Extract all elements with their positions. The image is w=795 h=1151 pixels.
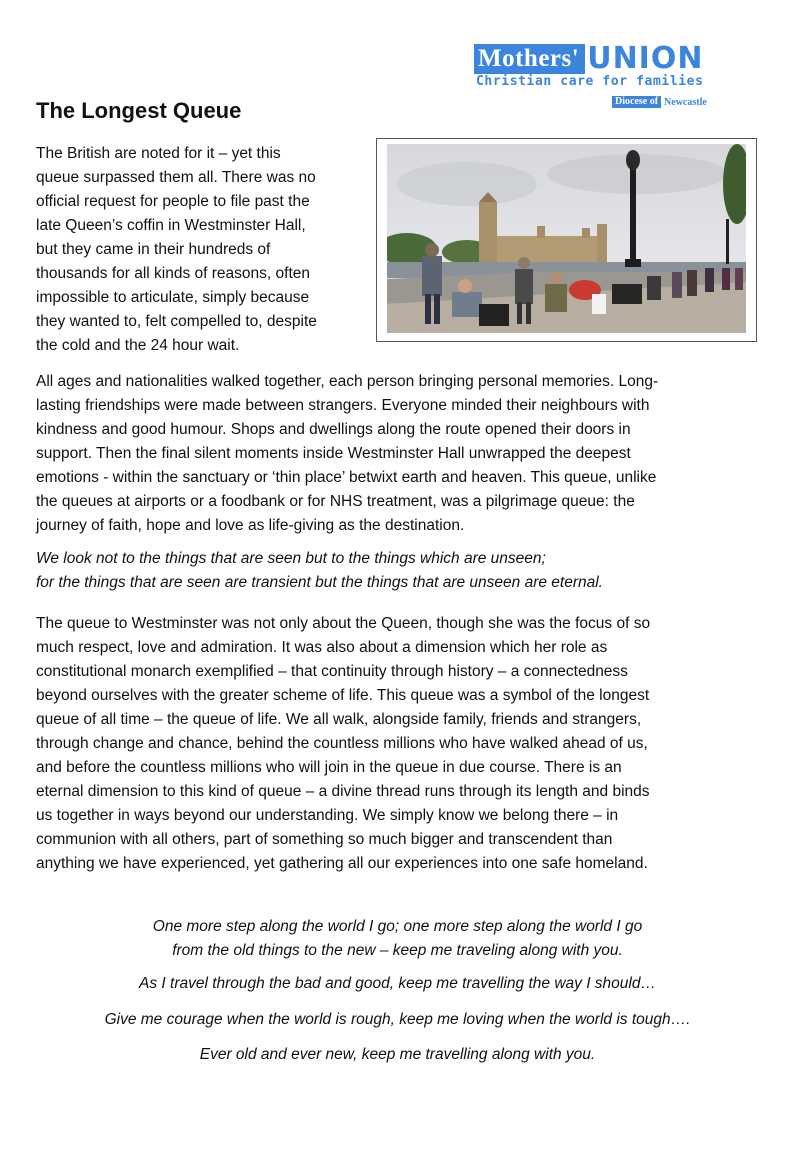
paragraph-line: queue of all time – the queue of life. We all walk, alongside family, friends and strangers,	[36, 711, 642, 728]
intro-line: impossible to articulate, simply because	[36, 289, 310, 306]
intro-line: late Queen’s coffin in Westminster Hall,	[36, 217, 306, 234]
logo-tagline: Christian care for families	[476, 74, 704, 89]
paragraph-line: communion with all others, part of something so much bigger and transcendent than	[36, 831, 613, 848]
body-paragraph-3	[36, 612, 756, 876]
paragraph-line: and before the countless millions who will join in the queue in due course. There is an	[36, 759, 622, 776]
page-title: The Longest Queue	[36, 98, 242, 123]
paragraph-line: journey of faith, hope and love as life-giving as the destination.	[36, 517, 465, 534]
verse-line: We look not to the things that are seen but to the things which are unseen;	[36, 550, 546, 567]
song-line-5: Ever old and ever new, keep me travelling along with you.	[199, 1046, 596, 1063]
intro-line: official request for people to file past the	[36, 193, 310, 210]
song-verse-1	[0, 915, 795, 963]
paragraph-line: support. Then the final silent moments inside Westminster Hall unwrapped the deepest	[36, 445, 631, 462]
logo-diocese-box: Diocese of	[612, 96, 661, 108]
verse-line: for the things that are seen are transient but the things that are unseen are eternal.	[36, 574, 603, 591]
paragraph-line: kindness and good humour. Shops and dwellings along the route opened their doors in	[36, 421, 631, 438]
intro-line: queue surpassed them all. There was no	[36, 169, 316, 186]
intro-paragraph	[36, 142, 366, 358]
paragraph-line: eternal dimension to this kind of queue – a divine thread runs through its length and binds	[36, 783, 650, 800]
song-line-1: One more step along the world I go; one more step along the world I go	[152, 918, 643, 935]
song-line-2: from the old things to the new – keep me traveling along with you.	[172, 942, 623, 959]
song-line-4: Give me courage when the world is rough, keep me loving when the world is tough….	[104, 1011, 691, 1028]
logo-wordmark	[474, 41, 704, 76]
paragraph-line: The queue to Westminster was not only about the Queen, though she was the focus of so	[36, 615, 651, 632]
queue-photo-frame	[376, 138, 757, 342]
body-paragraph-2	[36, 370, 756, 538]
intro-line: the cold and the 24 hour wait.	[36, 337, 240, 354]
mothers-union-logo	[474, 41, 740, 110]
paragraph-line: much respect, love and admiration. It was also about a dimension which her role as	[36, 639, 608, 656]
paragraph-line: through change and chance, behind the countless millions who have walked ahead of us,	[36, 735, 648, 752]
logo-diocese	[612, 96, 707, 108]
paragraph-line: All ages and nationalities walked together, each person bringing personal memories. Long-	[36, 373, 659, 390]
paragraph-line: lasting friendships were made between strangers. Everyone minded their neighbours with	[36, 397, 650, 414]
intro-line: they wanted to, felt compelled to, despite	[36, 313, 317, 330]
westminster-queue-photo	[387, 144, 746, 333]
paragraph-line: beyond ourselves with the greater scheme of life. This queue was a symbol of the longest	[36, 687, 650, 704]
intro-line: The British are noted for it – yet this	[36, 145, 281, 162]
paragraph-line: emotions - within the sanctuary or ‘thin place’ betwixt earth and heaven. This queue, unlike	[36, 469, 657, 486]
logo-union-text: UNION	[587, 41, 704, 76]
song-line-3: As I travel through the bad and good, keep me travelling the way I should…	[139, 975, 656, 992]
logo-diocese-name: Newcastle	[664, 96, 707, 108]
paragraph-line: anything we have experienced, yet gathering all our experiences into one safe homeland.	[36, 855, 648, 872]
paragraph-line: constitutional monarch exemplified – that continuity through history – a connectedness	[36, 663, 628, 680]
paragraph-line: the queues at airports or a foodbank or for NHS treatment, was a pilgrimage queue: the	[36, 493, 635, 510]
scripture-verse	[36, 547, 756, 595]
intro-line: thousands for all kinds of reasons, often	[36, 265, 310, 282]
intro-line: but they came in their hundreds of	[36, 241, 271, 258]
logo-mothers-text: Mothers'	[474, 44, 585, 74]
paragraph-line: us together in ways beyond our understanding. We simply know we belong there – in	[36, 807, 619, 824]
